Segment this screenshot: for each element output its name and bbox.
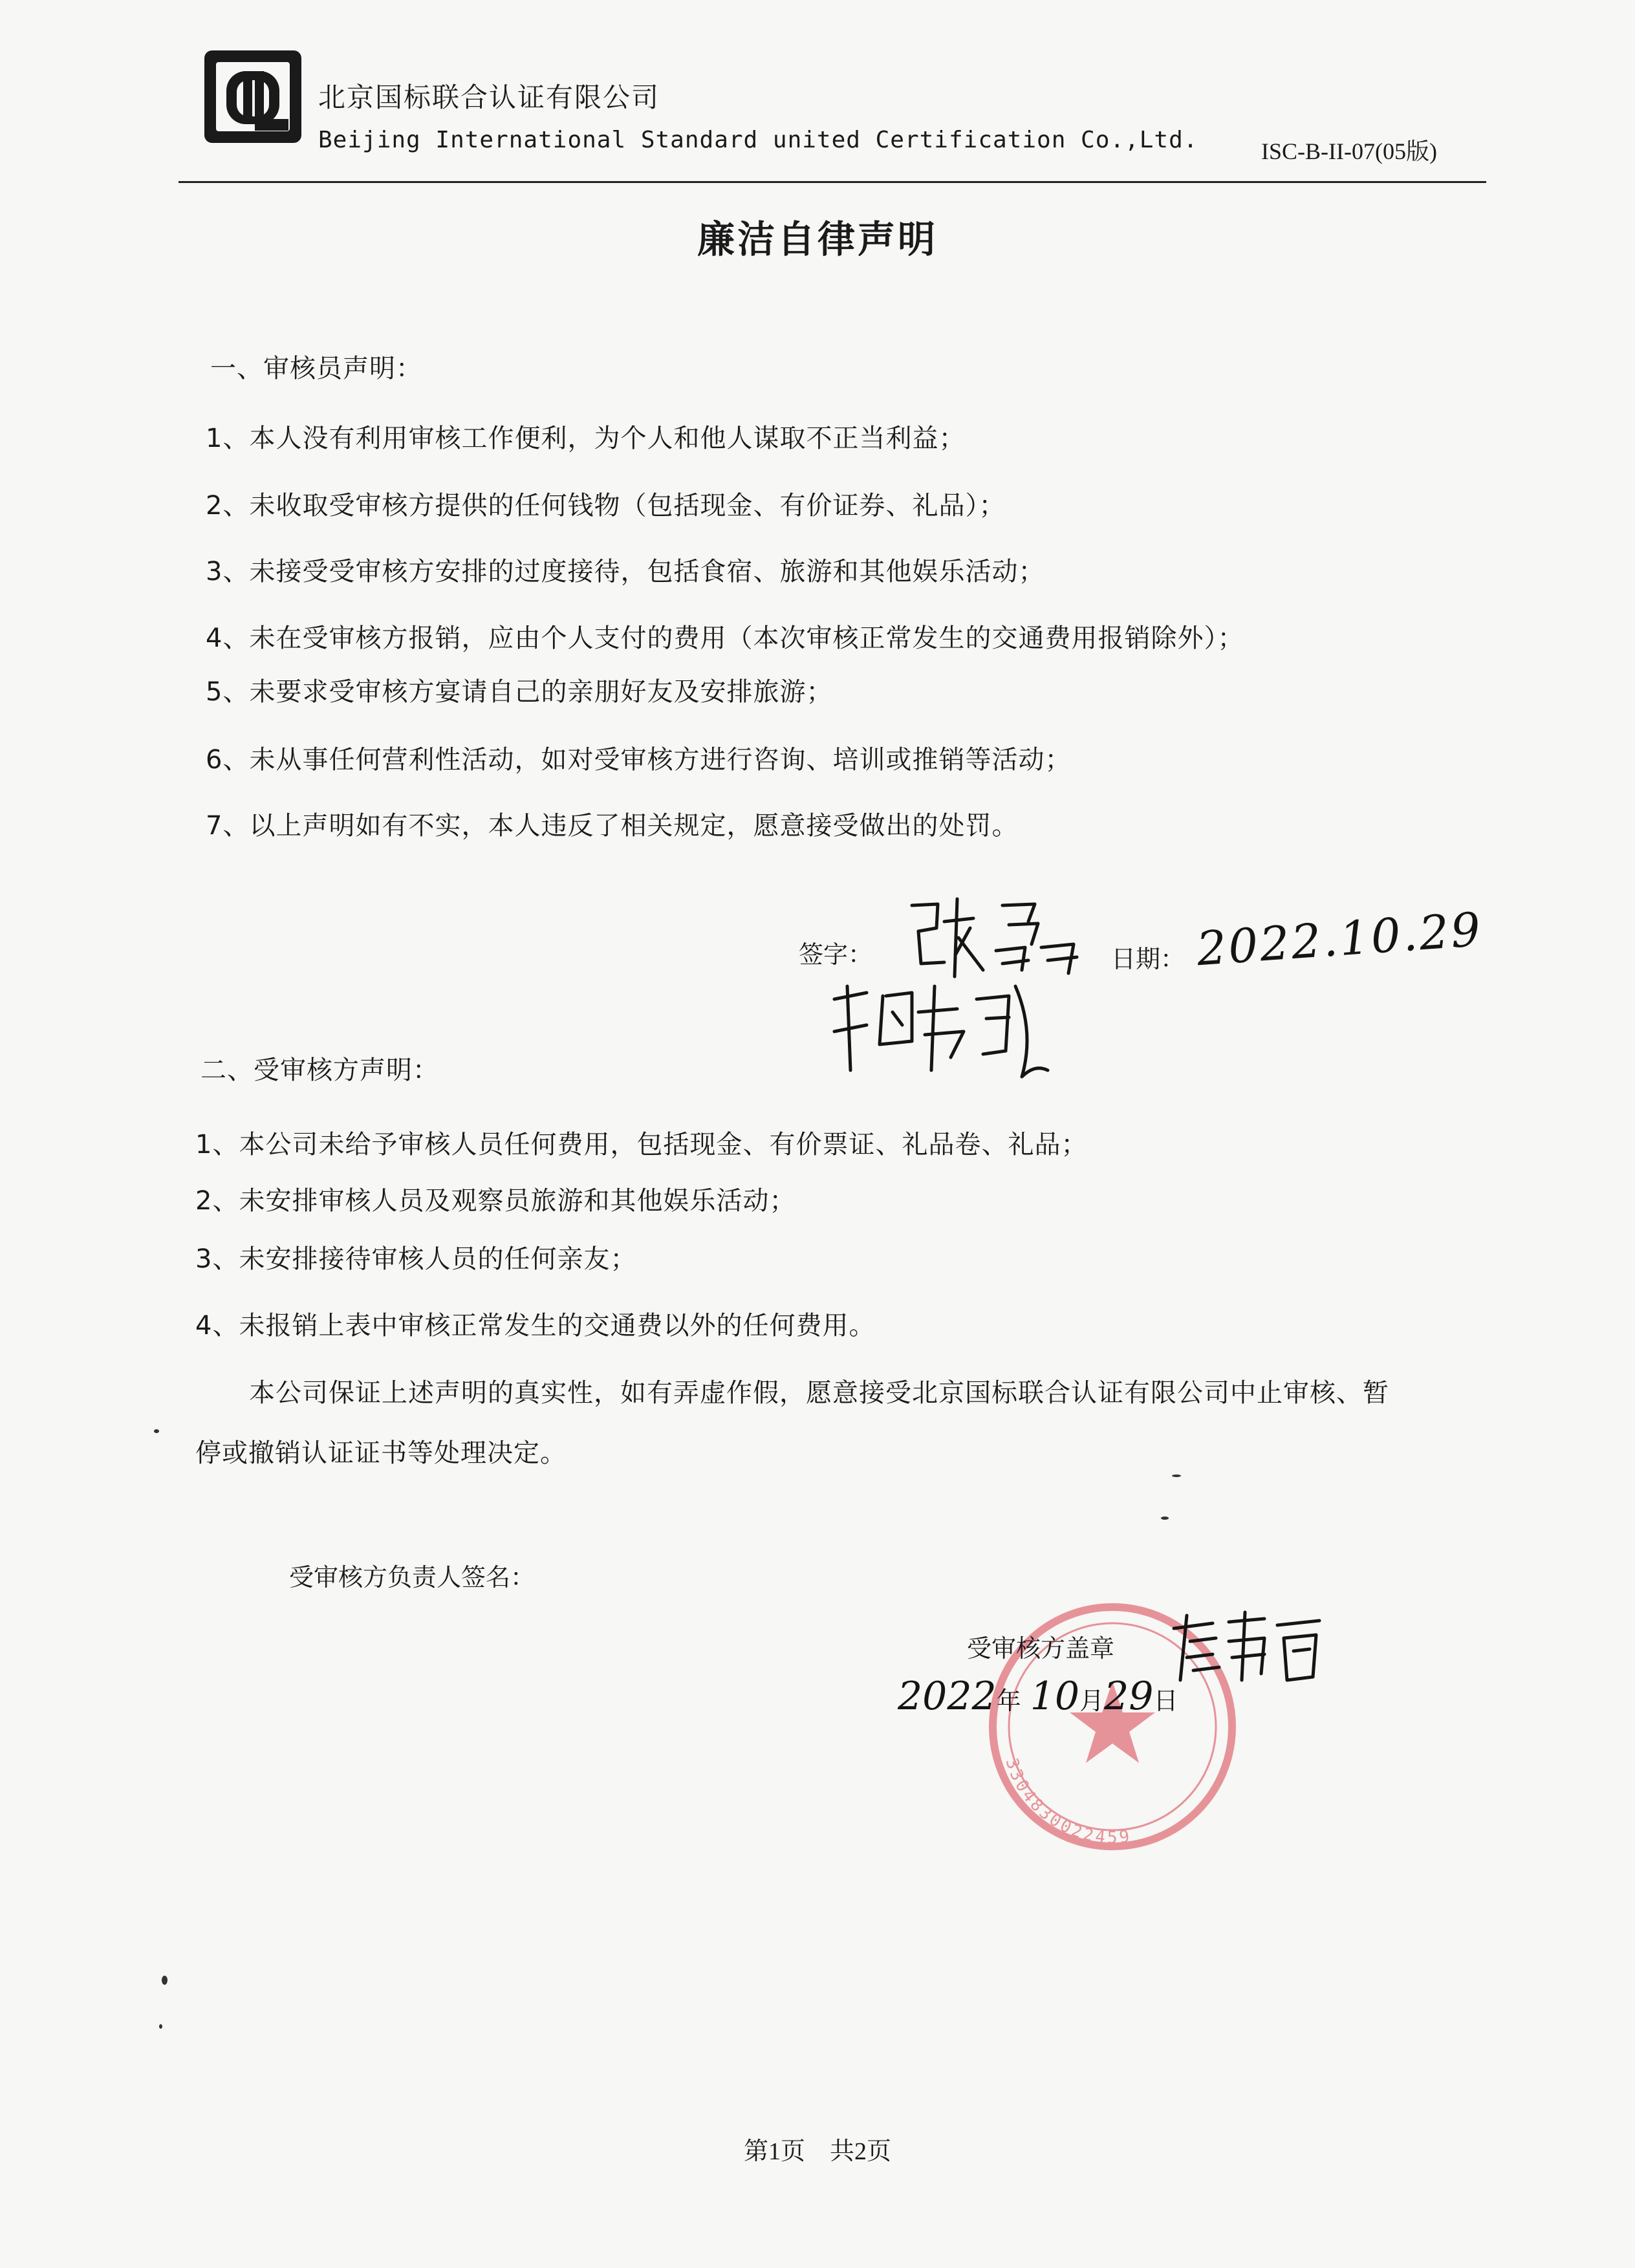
auditee-signature [1167, 1609, 1329, 1687]
auditor-item-6: 6、未从事任何营利性活动，如对受审核方进行咨询、培训或推销等活动； [206, 745, 1072, 775]
auditor-item-3: 3、未接受受审核方安排的过度接待，包括食宿、旅游和其他娱乐活动； [206, 557, 1045, 587]
svg-text:3304830022459 [1001, 1756, 1133, 1848]
scan-speck [162, 1976, 168, 1985]
scan-speck [1172, 1474, 1181, 1477]
header-divider [179, 181, 1486, 183]
stamp-label: 受审核方盖章 [967, 1634, 1115, 1663]
auditor-signature [899, 892, 1093, 983]
scan-speck [1161, 1517, 1169, 1520]
auditee-item-2: 2、未安排审核人员及观察员旅游和其他娱乐活动； [195, 1186, 796, 1216]
auditor-date-value: 2022.10.29 [1195, 902, 1484, 977]
auditor-sign-label: 签字： [799, 940, 873, 969]
auditee-date-day-suffix: 日 [1153, 1687, 1178, 1715]
auditor-item-5: 5、未要求受审核方宴请自己的亲朋好友及安排旅游； [206, 677, 833, 707]
auditee-date-year: 2022 [898, 1674, 997, 1719]
responsible-sign-label: 受审核方负责人签名： [289, 1563, 536, 1592]
page-number: 第1页 共2页 [743, 2138, 891, 2165]
auditor-item-4: 4、未在受审核方报销，应由个人支付的费用（本次审核正常发生的交通费用报销除外）； [206, 623, 1244, 653]
auditor-date-label: 日期： [1111, 945, 1186, 973]
company-name-cn: 北京国标联合认证有限公司 [318, 81, 660, 113]
guarantee-line-1: 本公司保证上述声明的真实性，如有弄虚作假，愿意接受北京国标联合认证有限公司中止审核、暂 [249, 1378, 1389, 1408]
scan-speck [159, 2024, 162, 2029]
auditee-date-year-suffix: 年 [996, 1687, 1021, 1715]
auditee-date-month-suffix: 月 [1079, 1687, 1105, 1715]
scan-speck [154, 1429, 159, 1433]
auditor-section-heading: 一、审核员声明： [210, 354, 422, 383]
second-auditor-signature [821, 973, 1061, 1083]
auditee-item-1: 1、本公司未给予审核人员任何费用，包括现金、有价票证、礼品卷、礼品； [195, 1130, 1088, 1160]
auditor-item-1: 1、本人没有利用审核工作便利，为个人和他人谋取不正当利益； [206, 424, 966, 453]
auditee-section-heading: 二、受审核方声明： [200, 1055, 439, 1085]
guarantee-line-2: 停或撤销认证证书等处理决定。 [195, 1438, 567, 1468]
auditee-date-day: 29 [1104, 1674, 1154, 1719]
auditee-date [898, 1674, 1178, 1719]
auditee-item-3: 3、未安排接待审核人员的任何亲友； [195, 1244, 637, 1274]
auditee-item-4: 4、未报销上表中审核正常发生的交通费以外的任何费用。 [195, 1311, 876, 1341]
auditor-item-7: 7、以上声明如有不实，本人违反了相关规定，愿意接受做出的处罚。 [206, 811, 1019, 841]
auditee-date-month: 10 [1030, 1674, 1080, 1719]
company-logo [200, 47, 307, 147]
company-name-en: Beijing International Standard united Certification Co.,Ltd. [318, 127, 1198, 153]
document-code: ISC-B-II-07(05版) [1261, 138, 1437, 164]
page-title: 廉洁自律声明 [697, 217, 938, 261]
auditor-item-2: 2、未收取受审核方提供的任何钱物（包括现金、有价证券、礼品）； [206, 491, 1006, 521]
stamp-number: 3304830022459 [1001, 1756, 1134, 1848]
